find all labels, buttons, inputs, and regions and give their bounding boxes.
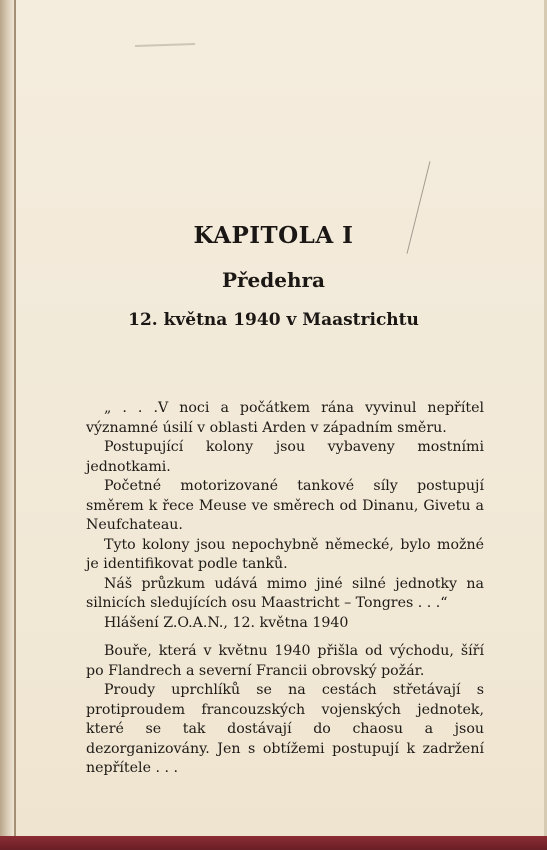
quote-paragraph: Náš průzkum udává mimo jiné silné jednotky na silnicích sledujících osu Maastricht – Tongres . . .“ [86, 575, 484, 611]
narrative-paragraph: Proudy uprchlíků se na cestách střetávají s protiproudem francouzských vojenských jednotek, které se tak dostávají do chaosu a jsou dezorganizovány. Jen s obtížemi postupují k zadržení nepřítele . . . [86, 682, 484, 776]
quote-source: Hlášení Z.O.A.N., 12. května 1940 [104, 614, 349, 631]
quote-paragraph: „ . . .V noci a počátkem rána vyvinul nepřítel významné úsilí v oblasti Arden v západním směru. [86, 400, 484, 436]
narrative-text [86, 642, 484, 779]
quote-paragraph: Početné motorizované tankové síly postupují směrem k řece Meuse ve směrech od Dinanu, Givetu a Neufchateau. [86, 478, 484, 533]
chapter-subtitle: Předehra [221, 268, 326, 292]
quote-paragraph: Postupující kolony jsou vybaveny mostními jednotkami. [86, 439, 484, 475]
chapter-date-line: 12. května 1940 v Maastrichtu [128, 310, 419, 330]
page-binding-edge [0, 0, 14, 850]
book-cover-edge [0, 836, 547, 850]
quote-paragraph: Tyto kolony jsou nepochybně německé, bylo možné je identifikovat podle tanků. [86, 536, 484, 572]
narrative-paragraph: Bouře, která v květnu 1940 přišla od východu, šíří po Flandrech a severní Francii obrovský požár. [86, 643, 484, 679]
chapter-title: KAPITOLA I [193, 222, 354, 249]
quoted-report [86, 399, 484, 633]
